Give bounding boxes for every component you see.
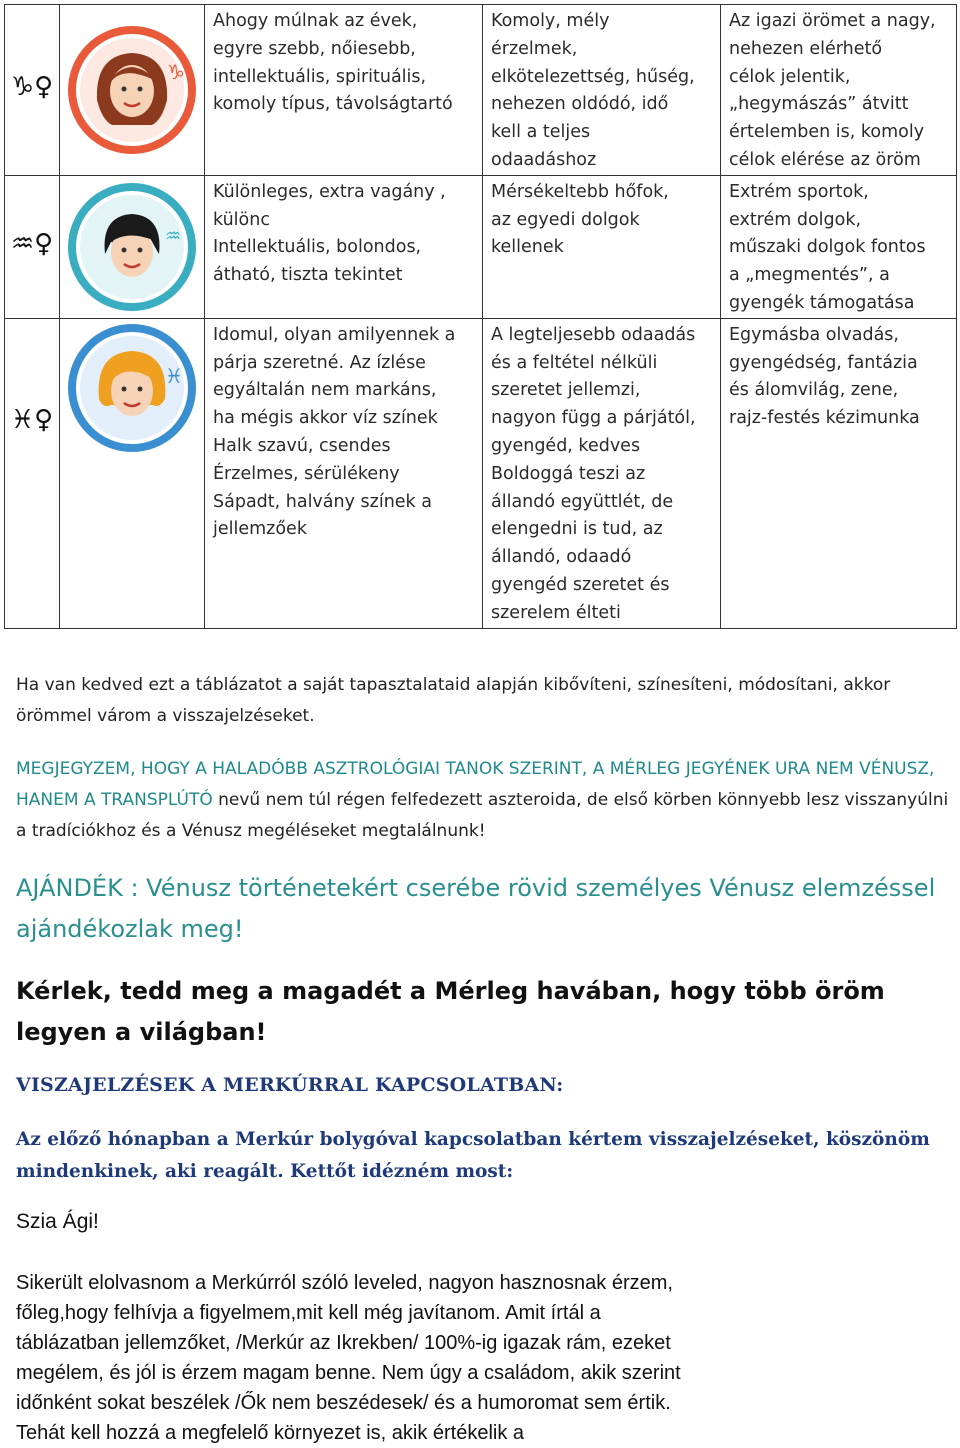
table-row-aquarius	[5, 175, 957, 318]
feedback-intro: Az előző hónapban a Merkúr bolygóval kapcsolatban kértem visszajelzéseket, köszönöm mindenkinek, aki reagált. Kettőt idézném most:	[16, 1129, 930, 1182]
sign-symbol	[11, 405, 53, 435]
joy-cell: Az igazi örömet a nagy, nehezen elérhető célok jelentik, „hegymászás” átvitt értelemben is, komoly célok elérése az öröm	[721, 5, 957, 176]
joy-cell: Extrém sportok, extrém dolgok, műszaki dolgok fontos a „megmentés”, a gyengék támogatása	[721, 175, 957, 318]
character-cell: Ahogy múlnak az évek, egyre szebb, nőiesebb, intellektuális, spirituális, komoly típus, távolságtartó	[205, 5, 483, 176]
note-paragraph	[16, 754, 954, 847]
avatar-cell	[60, 5, 205, 176]
avatar-cell	[60, 318, 205, 628]
note-highlight: MEGJEGYZEM, HOGY A HALADÓBB ASZTROLÓGIAI TANOK SZERINT, A MÉRLEG JEGYÉNEK URA NEM VÉNUSZ, HANEM A TRANSPLÚTÓ	[16, 759, 935, 810]
note-rest: nevű nem túl régen felfedezett aszteroida, de első körben könnyebb lesz visszanyúlni a tradíciókhoz és a Vénusz megéléseket megtalálnunk!	[16, 790, 949, 841]
aquarius-woman-portrait-icon	[60, 182, 204, 312]
svg-text:♑: ♑	[167, 59, 185, 84]
love-cell: Mérsékeltebb hőfok, az egyedi dolgok kellenek	[483, 175, 721, 318]
sign-symbol	[11, 229, 53, 259]
avatar-cell	[60, 175, 205, 318]
gift-announcement: AJÁNDÉK : Vénusz történetekért cserébe rövid személyes Vénusz elemzéssel ajándékozlak meg!	[16, 874, 936, 943]
letter-body: Sikerült elolvasnom a Merkúrról szóló leveled, nagyon hasznosnak érzem, főleg,hogy felhívja a figyelmem,mit kell még javítanom. Amit írtál a táblázatban jellemzőket, /Merkúr az Ikrekben/ 100%-ig igazak rám, ezeket megélem, és jól is érzem magam benne. Nem úgy a családom, akik szerint időnként sokat beszélek /Ők nem beszédesek/ és a humoromat sem értik. Tehát kell hozzá a megfelelő környezet is, akik értékelik a	[16, 1272, 681, 1444]
plea-heading: Kérlek, tedd meg a magadét a Mérleg havában, hogy több öröm legyen a világban!	[16, 977, 885, 1046]
character-cell: Különleges, extra vagány , különc Intellektuális, bolondos, átható, tiszta tekintet	[205, 175, 483, 318]
sign-symbol	[11, 72, 53, 102]
venus-signs-table	[4, 4, 957, 629]
sign-cell	[5, 5, 60, 176]
table-row-capricorn	[5, 5, 957, 176]
character-cell: Idomul, olyan amilyennek a párja szeretné. Az ízlése egyáltalán nem markáns, ha mégis akkor víz színek Halk szavú, csendes Érzelmes, sérülékeny Sápadt, halvány színek a jellemzőek	[205, 318, 483, 628]
love-cell: A legteljesebb odaadás és a feltétel nélküli szeretet jellemzi, nagyon függ a párjától, gyengéd, kedves Boldoggá teszi az állandó együttlét, de elengedni is tud, az állandó, odaadó gyengéd szeretet és szerelem élteti	[483, 318, 721, 628]
pisces-woman-portrait-icon	[60, 323, 204, 453]
pisces-icon: ♓	[10, 404, 35, 435]
svg-text:♓: ♓	[165, 363, 183, 388]
love-cell: Komoly, mély érzelmek, elkötelezettség, hűség, nehezen oldódó, idő kell a teljes odaadáshoz	[483, 5, 721, 176]
svg-text:♒: ♒	[165, 225, 182, 247]
greeting: Szia Ági!	[16, 1210, 99, 1233]
venus-icon: ♀	[34, 404, 54, 435]
venus-icon: ♀	[34, 229, 54, 260]
capricorn-woman-portrait-icon	[60, 25, 204, 155]
sign-cell	[5, 175, 60, 318]
intro-paragraph: Ha van kedved ezt a táblázatot a saját tapasztalataid alapján kibővíteni, színesíteni, módosítani, akkor örömmel várom a visszajelzéseket.	[16, 675, 891, 726]
sign-cell	[5, 318, 60, 628]
table-row-pisces	[5, 318, 957, 628]
capricorn-icon: ♑	[10, 72, 35, 103]
joy-cell: Egymásba olvadás, gyengédség, fantázia és álomvilág, zene, rajz-festés kézimunka	[721, 318, 957, 628]
feedback-heading: VISZAJELZÉSEK A MERKÚRRAL KAPCSOLATBAN:	[16, 1074, 564, 1096]
venus-icon: ♀	[34, 72, 54, 103]
aquarius-icon: ♒	[10, 229, 35, 260]
